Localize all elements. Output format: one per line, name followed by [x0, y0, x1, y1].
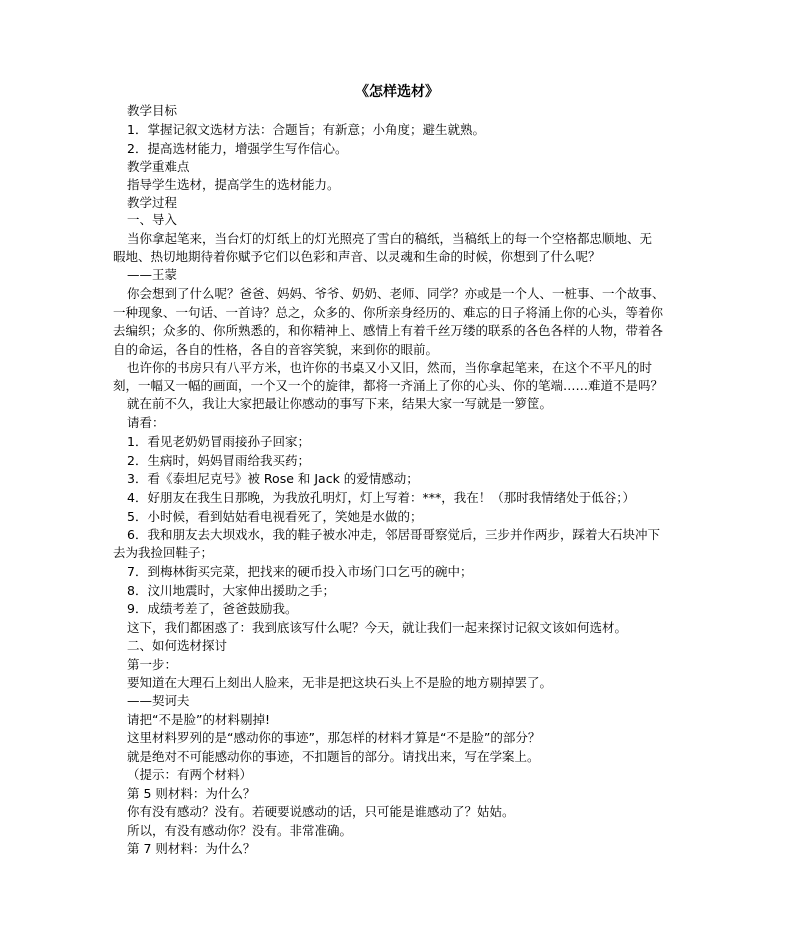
text-line: 1．掌握记叙文选材方法：合题旨；有新意；小角度；避生就熟。	[127, 122, 485, 137]
text-line: ——契诃夫	[127, 693, 190, 708]
text-line: 2．提高选材能力，增强学生写作信心。	[127, 141, 348, 156]
text-line: 二、如何选材探讨	[127, 638, 228, 653]
text-line: 7．到梅林街买完菜，把找来的硬币投入市场门口乞丐的碗中；	[127, 564, 473, 579]
text-line: 第一步：	[127, 657, 178, 672]
text-line: 第 5 则材料：为什么？	[127, 786, 256, 801]
text-line: 教学重难点	[127, 159, 190, 174]
text-line: 这下，我们都困惑了：我到底该写什么呢？今天，就让我们一起来探讨记叙文该如何选材。	[127, 620, 628, 635]
page-title: 《怎样选材》	[355, 84, 439, 100]
text-line: 8．汶川地震时，大家伸出援助之手；	[127, 583, 335, 598]
text-line: 教学目标	[127, 103, 178, 118]
text-line: 你会想到了什么呢？爸爸、妈妈、爷爷、奶奶、老师、同学？亦或是一个人、一桩事、一个故事、	[127, 286, 665, 301]
text-line: 请把“不是脸”的材料剔掉!	[127, 712, 270, 727]
text-line: 去编织；众多的、你所熟悉的，和你精神上、感情上有着千丝万缕的联系的各色各样的人物，带着各	[113, 323, 664, 338]
text-line: 2．生病时，妈妈冒雨给我买药；	[127, 453, 310, 468]
text-line: 暇地、热切地期待着你赋予它们以色彩和声音、以灵魂和生命的时候，你想到了什么呢？	[113, 249, 601, 264]
text-line: 要知道在大理石上刻出人脸来，无非是把这块石头上不是脸的地方剔掉罢了。	[127, 675, 553, 690]
text-line: （提示：有两个材料）	[127, 767, 253, 782]
text-line: 当你拿起笔来，当台灯的灯纸上的灯光照亮了雪白的稿纸，当稿纸上的每一个空格都忠顺地、无	[127, 231, 653, 246]
text-line: 你有没有感动？没有。若硬要说感动的话，只可能是谁感动了？姑姑。	[127, 804, 515, 819]
text-line: 所以，有没有感动你？没有。非常准确。	[127, 823, 353, 838]
text-line: ——王蒙	[127, 267, 178, 282]
text-line: 这里材料罗列的是“感动你的事迹”，那怎样的材料才算是“不是脸”的部分？	[127, 730, 541, 745]
text-line: 6．我和朋友去大坝戏水，我的鞋子被水冲走，邻居哥哥察觉后，三步并作两步，踩着大石块冲下	[127, 527, 660, 542]
text-line: 5．小时候，看到姑姑看电视看死了，笑她是水做的；	[127, 509, 423, 524]
text-line: 去为我捡回鞋子；	[113, 545, 214, 560]
text-line: 一种现象、一句话、一首诗？总之，众多的、你所亲身经历的、难忘的日子将涌上你的心头，等着你	[113, 305, 664, 320]
text-line: 一、导入	[127, 212, 178, 227]
text-line: 第 7 则材料：为什么？	[127, 841, 256, 856]
text-line: 就在前不久，我让大家把最让你感动的事写下来，结果大家一写就是一箩筐。	[127, 396, 553, 411]
text-line: 教学过程	[127, 195, 178, 210]
text-line: 3．看《泰坦尼克号》被 Rose 和 Jack 的爱情感动；	[127, 471, 419, 486]
text-line: 9．成绩考差了，爸爸鼓励我。	[127, 601, 298, 616]
text-line: 也许你的书房只有八平方米，也许你的书桌又小又旧，然而，当你拿起笔来，在这个不平凡的时	[127, 360, 653, 375]
text-line: 请看：	[127, 415, 165, 430]
text-line: 4．好朋友在我生日那晚，为我放孔明灯，灯上写着：***，我在！（那时我情绪处于低谷；）	[127, 490, 635, 505]
text-line: 1．看见老奶奶冒雨接孙子回家；	[127, 434, 310, 449]
text-line: 指导学生选材，提高学生的选材能力。	[127, 177, 340, 192]
text-line: 就是绝对不可能感动你的事迹，不扣题旨的部分。请找出来，写在学案上。	[127, 749, 540, 764]
text-line: 自的命运，各自的性格，各自的音容笑貌，来到你的眼前。	[113, 342, 439, 357]
text-line: 刻，一幅又一幅的画面，一个又一个的旋律，都将一齐涌上了你的心头、你的笔端……难道不是吗？	[113, 378, 664, 393]
